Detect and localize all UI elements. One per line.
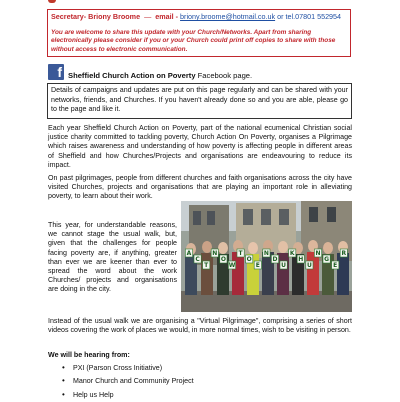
placard-letter: A [186,250,192,257]
placard-letter: T [204,262,209,269]
contact-dash: — [144,12,152,21]
facebook-heading [68,71,252,80]
page-corner-mark [48,0,56,3]
email-label: email - [155,12,179,21]
facebook-row [48,63,252,81]
placard-letter: D [272,256,278,263]
placard-letter: G [324,256,330,263]
placard-letter: H [298,256,304,263]
list-item: • Help us Help [62,389,194,402]
placard-letter: E [255,262,260,269]
placard-letter: U [281,262,287,269]
hearing-from-list [62,362,194,402]
placard-letter: O [220,256,226,263]
placard-letter: W [228,262,236,269]
contact-line [51,12,347,22]
facebook-details-box: Details of campaigns and updates are put on this page regularly and can be shared with your networks, friends, and Churches. If you haven't already done so and you are able, please go to the page and like it. [47,83,352,119]
contact-box [47,9,351,57]
placard-letter: R [341,250,347,257]
placard-letter: E [333,262,338,269]
facebook-page-suffix: Facebook page. [195,71,253,80]
facebook-icon[interactable]: f [48,64,64,80]
past-pilgrimages-paragraph: On past pilgrimages, people from different churches and faith organisations across the city have visited Churches, projects and organisations that are playing an important role in alleviating poverty, to learn about their work. [48,174,352,201]
share-note: You are welcome to share this update with your Church/Networks. Apart from sharing electronically please consider if you or your Church could print off copies to share with those without access to electronic communication. [51,29,336,53]
this-year-paragraph: This year, for understandable reasons, we cannot stage the usual walk, but, given that the challenges for people facing poverty are, if anything, greater than ever we are keener than ever to spread the word about the work Churches/ projects and organisations are doing in the city. [48,221,177,294]
placard-letter: N [263,250,269,257]
list-item: • PXI (Parson Cross Initiative) [62,362,194,375]
group-photo-image [181,201,352,312]
placard-letter: C [195,256,200,263]
placard-letter: N [212,250,218,257]
secretary-name: Secretary- Briony Broome [51,12,141,21]
intro-paragraph: Each year Sheffield Church Action on Poverty, part of the national ecumenical Christian social justice charity committed to tackling poverty, Church Action On Poverty, organises a Pilgrimage which raises awareness and understanding of how poverty is affecting people in different areas of Sheffield and how Churches/Projects and organisations are endeavouring to reduce its impact. [48,124,352,169]
hearing-from-title: We will be hearing from: [48,351,130,359]
virtual-pilgrimage-paragraph: Instead of the usual walk we are organising a "Virtual Pilgrimage", comprising a series of short videos covering the work of places we would, in more normal times, wish to be visiting in person. [48,317,352,335]
telephone-number: or tel.07801 552954 [277,12,342,21]
list-item: • Manor Church and Community Project [62,375,194,388]
email-link[interactable]: briony.broome@hotmail.co.uk [180,12,276,21]
placard-letter: U [306,262,312,269]
placard-letter: N [315,250,321,257]
placard-letter: T [238,250,243,257]
pilgrimage-group-photo [181,201,352,312]
facebook-page-name: Sheffield Church Action on Poverty [68,71,196,80]
placard-letter: K [289,250,295,257]
placard-letter: O [246,256,252,263]
